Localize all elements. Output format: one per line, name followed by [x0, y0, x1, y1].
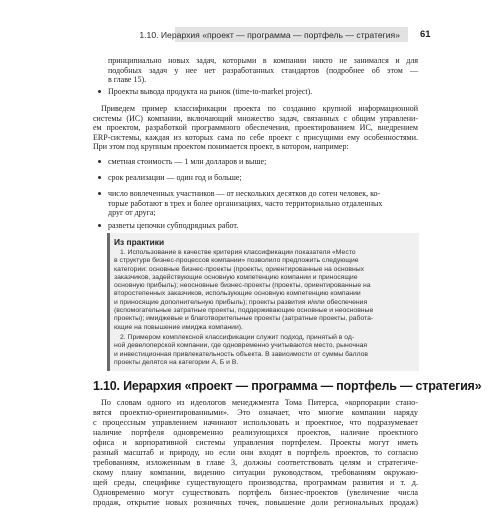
text-line: разный масштаб и природу, но если они входят в портфель проектов, то согласно — [93, 448, 418, 457]
practice-title: Из практики — [114, 237, 165, 247]
text-line: ющие на повышение имиджа компании). — [114, 323, 243, 331]
practice-paragraph-1 — [114, 249, 416, 332]
text-line: категории: основные бизнес-проекты (проекты, ориентированные на основных — [114, 265, 365, 273]
practice-paragraph-2 — [114, 334, 416, 367]
text-line: продаж, открытие новых розничных точек, повышение доли региональных продаж) — [93, 498, 418, 507]
intro-paragraph — [100, 56, 418, 85]
bullet-text: число вовлеченных участников — от нескольких десятков до сотен человек, ко- — [108, 189, 381, 198]
text-line: основную прибыль); неосновные бизнес-проекты (проекты, ориентированные на — [114, 282, 371, 290]
text-line: скому плану компании, видению ситуации руководством, требованиям окружаю- — [93, 468, 418, 477]
text-line: вятся проектно-ориентированными». Это означает, что многие компании наряду — [93, 408, 418, 417]
bullet-text: разветы цепочки субподрядных работ. — [108, 221, 239, 230]
running-header-title: 1.10. Иерархия «проект — программа — портфель — стратегия» — [139, 29, 400, 40]
text-line: наличие портфеля одновременно реализующихся проектов, наличие проектного — [93, 428, 418, 437]
running-header — [139, 27, 408, 42]
bullet-text: торые работают в трех и более организациях, часто территориально отдаленных — [108, 198, 383, 208]
bullet-item — [108, 189, 418, 218]
text-line: системы (ИС) компании, включающий множество задач, связанных с общим управлени- — [93, 113, 418, 123]
bullet-item — [108, 87, 418, 97]
text-line: ем проектом, разработкой программного обеспечения, проектированием ИС, внедрением — [93, 123, 418, 133]
bullet-item — [108, 157, 418, 167]
text-line: Одновременно могут существовать портфель бизнес-проектов (увеличение числа — [93, 488, 418, 497]
text-line: (вспомогательные затратные проекты, поддерживающие основные и неосновные — [114, 307, 374, 315]
text-line: офиса и корпоративной системы управления портфелем. Проекты могут иметь — [93, 438, 418, 447]
text-line: и инвестиционная привлекательность объекта. В зависимости от суммы баллов — [114, 350, 369, 358]
text-line: в главе 15). — [108, 75, 147, 85]
section-heading: 1.10. Иерархия «проект — программа — портфель — стратегия» — [93, 379, 482, 393]
example-paragraph — [93, 104, 418, 152]
text-line: При этом под крупным проектом понимается проект, в котором, например: — [93, 142, 349, 152]
text-line: 2. Примером комплексной классификации служит подход, принятый в од- — [120, 334, 355, 341]
text-line: заказчиков, задействующие основную компетенцию компании и приносящие — [114, 273, 358, 281]
text-line: подобных задач у нее нет разработанных стандартов (подробнее об этом — — [108, 65, 418, 75]
bullet-text: срок реализации — один год и больше; — [108, 173, 242, 182]
text-line: ERP-системы, каждая из которых сама по себе проект с присущими ему особенностями. — [93, 132, 418, 142]
text-line: щей среды, специфике существующего производства, программам развития и т. д. — [93, 478, 418, 487]
bullet-text: сметная стоимость — 1 млн долларов и выше; — [108, 157, 267, 166]
text-line: и приносящие дополнительную прибыль); проекты развития и/или обеспечения — [114, 298, 368, 306]
bullet-text: Проекты вывода продукта на рынок (time-to-market project). — [108, 87, 313, 96]
page-number: 61 — [420, 29, 431, 40]
text-line: принципиально новых задач, которыми в компании никто не занимался и для — [108, 56, 418, 65]
text-line: Приведем пример классификации проекта по созданию крупной информационной — [101, 104, 418, 113]
bullet-text: друг от друга; — [108, 208, 156, 218]
text-line: ной девелоперской компании, где одновременно учитываются место, рыночная — [114, 342, 368, 350]
text-line: проекты делятся на категории А, Б и В. — [114, 358, 239, 366]
text-line: требованиям, изложенным в главе 3, должны соответствовать целям и стратегиче- — [93, 458, 418, 467]
text-line: 1. Использование в качестве критерия классификации показателя «Место — [120, 249, 356, 256]
text-line: с процессным управлением начинают использовать и проектное, что подразумевает — [93, 418, 418, 427]
section-paragraph — [93, 398, 418, 508]
text-line: По словам одного из идеологов менеджмента Тома Питерса, «корпорации стано- — [101, 398, 418, 407]
text-line: в структуре бизнес-процессов компании» позволило предложить следующие — [114, 257, 359, 265]
bullet-item — [108, 221, 418, 231]
text-line: проекты); имиджевые и благотворительные проекты (затратные проекты, работа- — [114, 315, 374, 323]
bullet-item — [108, 173, 418, 183]
text-line: второстепенных заказчиков, использующие основную компетенцию компании — [114, 290, 361, 298]
